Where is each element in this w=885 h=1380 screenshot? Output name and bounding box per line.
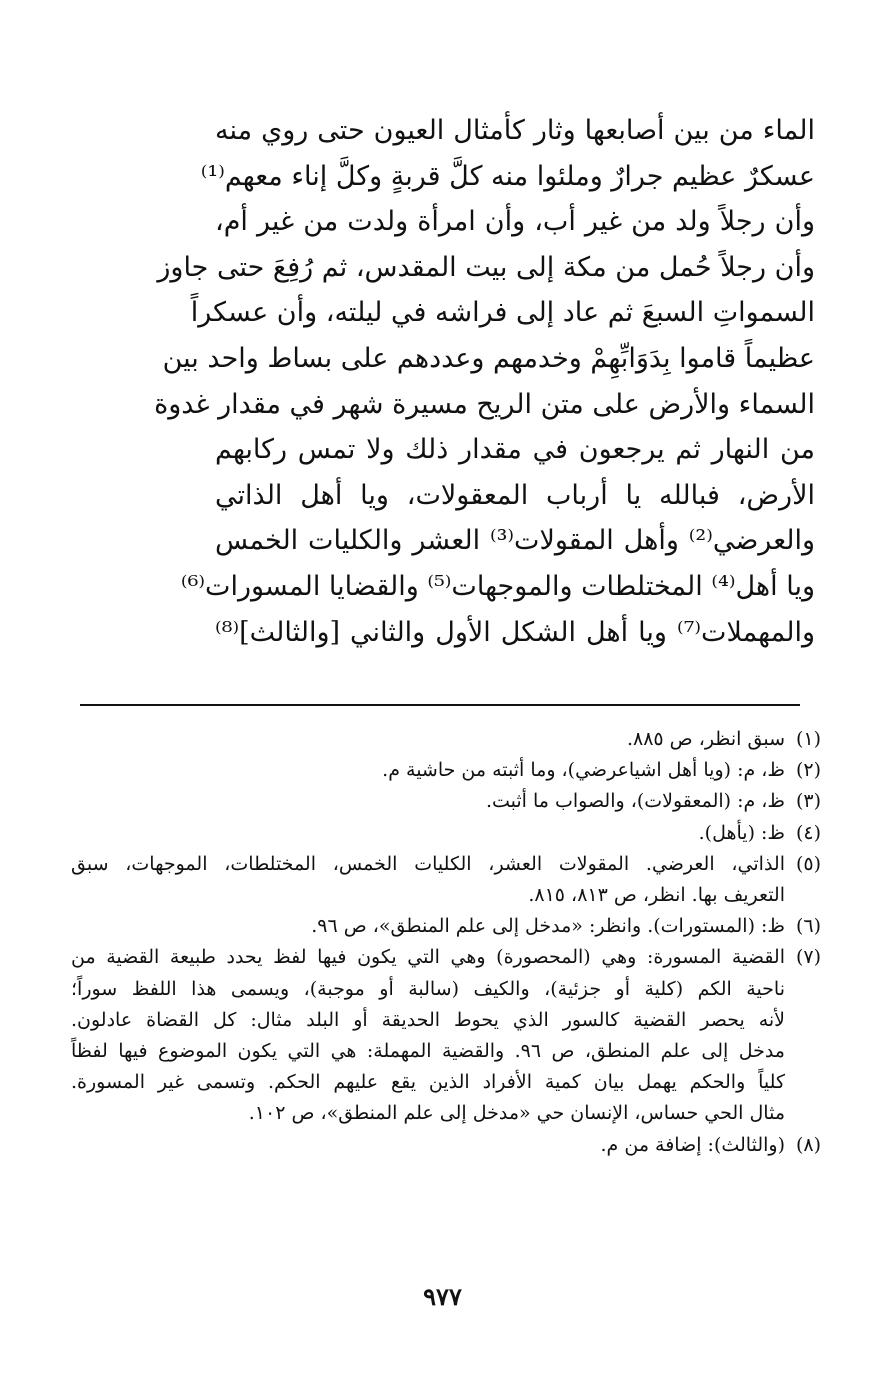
footnote-2 — [71, 755, 821, 786]
text-line: السماء والأرض على متن الريح مسيرة شهر في مقدار غدوة — [154, 388, 815, 420]
text-line: من النهار ثم يرجعون في مقدار ذلك ولا تمس ركابهم — [215, 434, 815, 466]
footnote-line: ظ، م: (ويا أهل اشياعرضي)، وما أثبته من حاشية م. — [382, 759, 785, 782]
footnote-line: التعريف بها. انظر، ص ٨١٣، ٨١٥. — [528, 884, 785, 907]
footnote-line: ظ: (المستورات). وانظر: «مدخل إلى علم المنطق»، ص ٩٦. — [311, 915, 785, 938]
footnote-text — [71, 755, 785, 786]
text-line: والعرضي⁽²⁾ وأهل المقولات⁽³⁾ العشر والكليات الخمس — [215, 525, 815, 557]
text-line: عسكرٌ عظيم جرارٌ وملئوا منه كلَّ قربةٍ وكلَّ إناء معهم⁽¹⁾ — [200, 160, 815, 192]
footnote-number: (٣) — [795, 790, 821, 813]
footnote-1 — [71, 724, 821, 755]
footnote-line: ناحية الكم (كلية أو جزئية)، والكيف (سالبة أو موجبة)، ويسمى هذا اللفظ سوراً؛ — [71, 977, 785, 1000]
footnote-line: القضية المسورة: وهي (المحصورة) وهي التي يكون فيها لفظ يحدد طبيعة القضية من — [71, 946, 785, 969]
footnote-number: (٢) — [795, 759, 821, 782]
text-line: الماء من بين أصابعها وثار كأمثال العيون حتى روي منه — [215, 115, 815, 146]
footnote-8 — [71, 1130, 821, 1161]
text-line: وأن رجلاً ولد من غير أب، وأن امرأة ولدت من غير أم، — [215, 206, 815, 238]
page-number: ٩٧٧ — [423, 1282, 462, 1311]
footnote-line: كلياً والحكم يهمل بيان كمية الأفراد الذين يقع عليهم الحكم. وتسمى غير المسورة. — [71, 1071, 785, 1094]
text-line: السمواتِ السبعَ ثم عاد إلى فراشه في ليلته، وأن عسكراً — [190, 297, 815, 329]
footnote-line: الذاتي، العرضي. المقولات العشر، الكليات الخمس، المختلطات، الموجهات، سبق — [71, 852, 785, 875]
footnote-text — [71, 724, 785, 755]
text-line: والمهملات⁽⁷⁾ ويا أهل الشكل الأول والثاني [والثالث]⁽⁸⁾ — [215, 616, 815, 648]
footnote-4 — [71, 818, 821, 849]
footnote-number: (٨) — [795, 1133, 821, 1156]
footnote-text — [71, 942, 785, 1129]
text-line: وأن رجلاً حُمل من مكة إلى بيت المقدس، ثم رُفِعَ حتى جاوز — [157, 251, 815, 283]
footnote-line: (والثالث): إضافة من م. — [600, 1133, 785, 1156]
footnote-line: ظ: (يأهل). — [698, 821, 785, 844]
footnote-text — [71, 818, 785, 849]
footnote-line: مدخل إلى علم المنطق، ص ٩٦. والقضية المهملة: هي التي يكون الموضوع فيها لفظاً — [71, 1040, 785, 1063]
footnote-number: (٤) — [795, 821, 821, 844]
footnote-7 — [71, 942, 821, 1129]
footnote-line: لأنه يحصر القضية كالسور الذي يحوط الحديقة أو البلد مثال: كل القضاة عادلون. — [71, 1008, 785, 1031]
footnote-number: (٥) — [795, 852, 821, 875]
footnote-text — [71, 1130, 785, 1161]
footnote-number: (٧) — [795, 946, 821, 969]
footnote-line: ظ، م: (المعقولات)، والصواب ما أثبت. — [485, 790, 785, 813]
footnote-6 — [71, 911, 821, 942]
footnotes-block — [71, 724, 821, 1161]
footnote-line: سبق انظر، ص ٨٨٥. — [626, 728, 785, 750]
text-line: عظيماً قاموا بِدَوَابِّهِمْ وخدمهم وعددهم على بساط واحد بين — [162, 342, 815, 374]
text-line: ويا أهل⁽⁴⁾ المختلطات والموجهات⁽⁵⁾ والقضايا المسورات⁽⁶⁾ — [180, 570, 815, 602]
footnote-number: (١) — [795, 728, 821, 750]
footnote-separator — [80, 704, 800, 706]
footnote-text — [71, 911, 785, 942]
footnote-line: مثال الحي حساس، الإنسان حي «مدخل إلى علم المنطق»، ص ١٠٢. — [248, 1102, 785, 1125]
footnote-3 — [71, 786, 821, 817]
main-text-block — [154, 108, 815, 655]
footnote-5 — [71, 849, 821, 911]
footnote-text — [71, 849, 785, 911]
footnote-text — [71, 786, 785, 817]
text-line: الأرض، فبالله يا أرباب المعقولات، ويا أهل الذاتي — [215, 479, 815, 511]
footnote-number: (٦) — [795, 915, 821, 938]
